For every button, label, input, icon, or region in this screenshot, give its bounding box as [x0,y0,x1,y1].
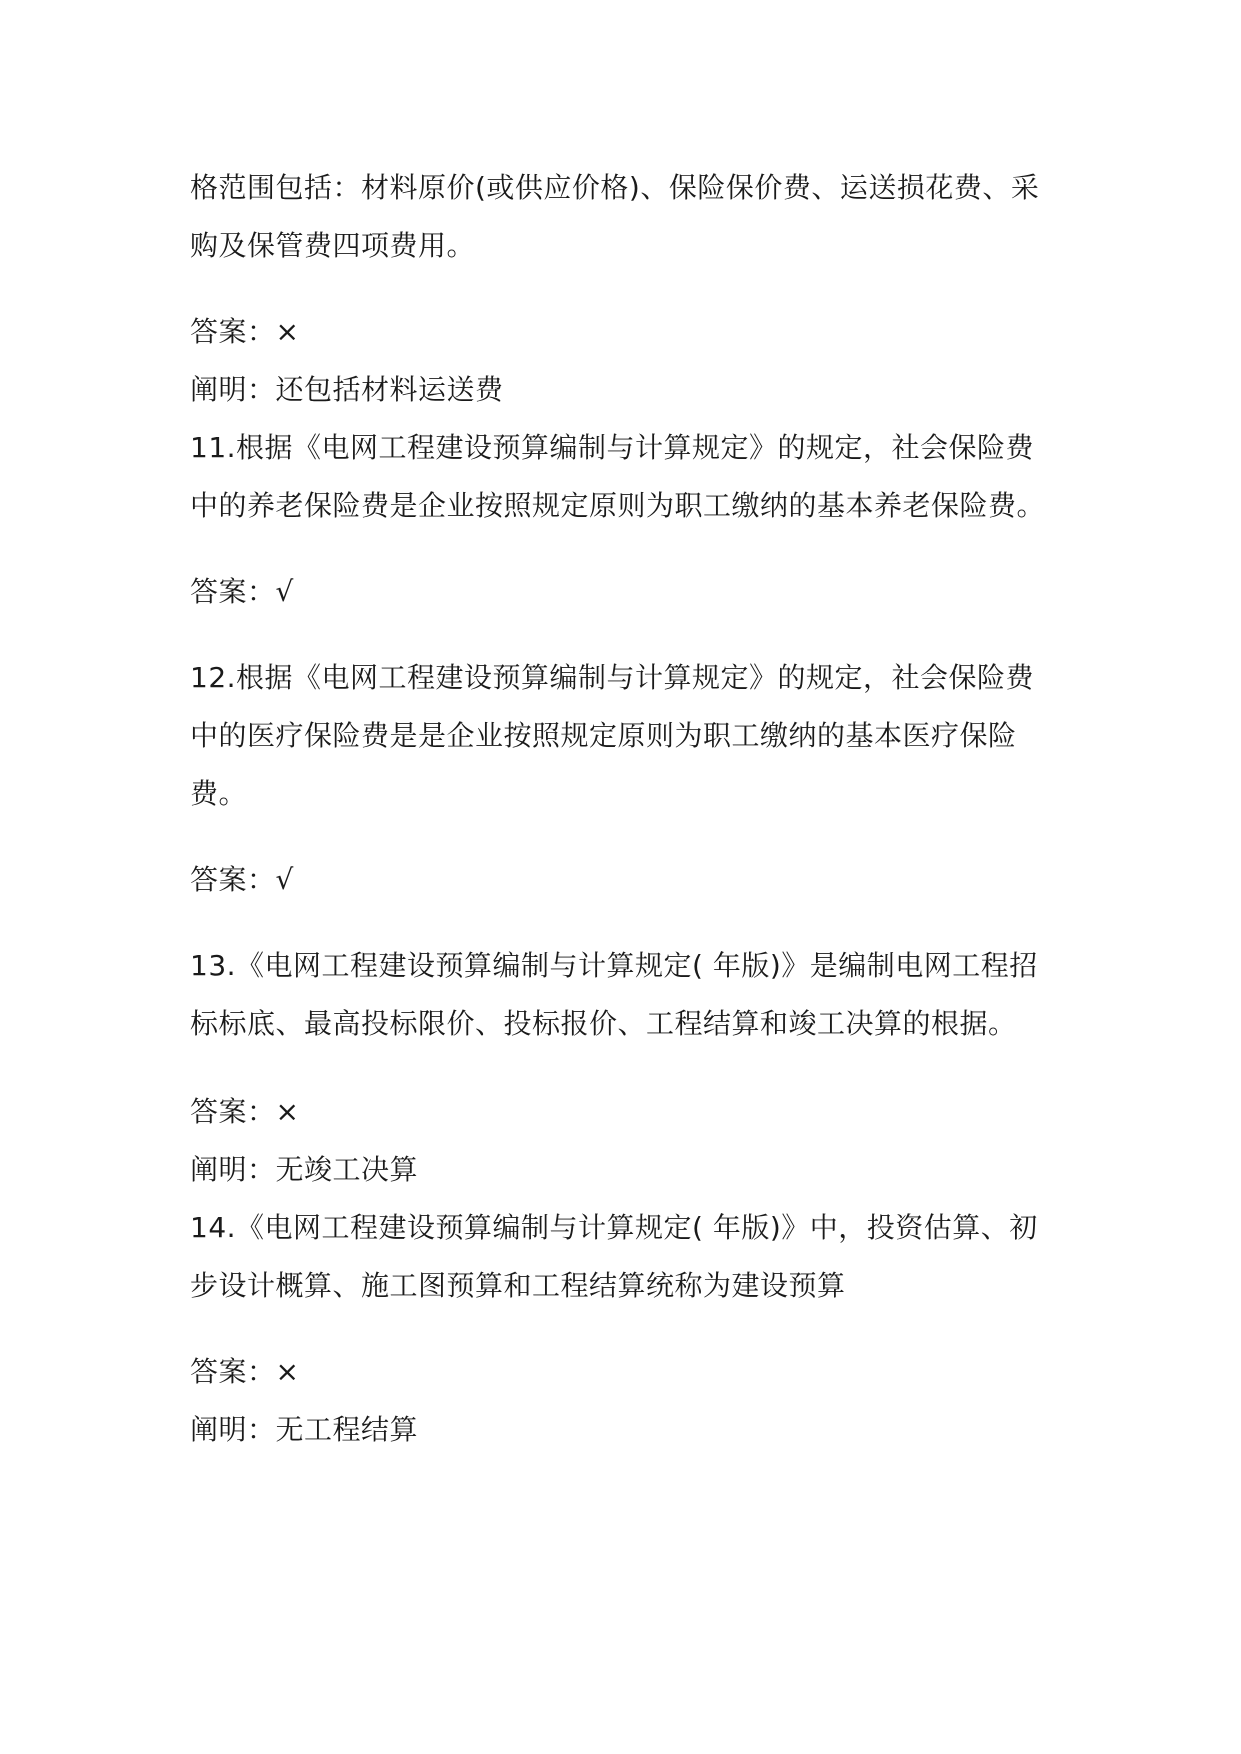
item13-explanation: 阐明：无竣工决算 [190,1153,419,1186]
item10-explanation: 阐明：还包括材料运送费 [190,373,504,406]
item10-answer: 答案：× [190,315,300,348]
item11-question-line-1: 11.根据《电网工程建设预算编制与计算规定》的规定，社会保险费 [190,431,1035,464]
item13-answer: 答案：× [190,1095,300,1128]
item14-question-line-1: 14.《电网工程建设预算编制与计算规定( 年版)》中，投资估算、初 [190,1211,1038,1244]
item13-question-line-2: 标标底、最高投标限价、投标报价、工程结算和竣工决算的根据。 [190,1007,1017,1040]
item11-question-line-2: 中的养老保险费是企业按照规定原则为职工缴纳的基本养老保险费。 [190,489,1046,522]
item12-question-line-2: 中的医疗保险费是是企业按照规定原则为职工缴纳的基本医疗保险 [190,719,1017,752]
item11-answer: 答案：√ [190,575,294,608]
item14-explanation: 阐明：无工程结算 [190,1413,419,1446]
item14-question-line-2: 步设计概算、施工图预算和工程结算统称为建设预算 [190,1269,846,1302]
item10-question-line-1: 格范围包括：材料原价(或供应价格)、保险保价费、运送损花费、采 [190,171,1040,204]
item13-question-line-1: 13.《电网工程建设预算编制与计算规定( 年版)》是编制电网工程招 [190,949,1038,982]
item10-question-line-2: 购及保管费四项费用。 [190,229,476,262]
item12-question-line-1: 12.根据《电网工程建设预算编制与计算规定》的规定，社会保险费 [190,661,1035,694]
item12-question-line-3: 费。 [190,777,248,810]
item12-answer: 答案：√ [190,863,294,896]
item14-answer: 答案：× [190,1355,300,1388]
